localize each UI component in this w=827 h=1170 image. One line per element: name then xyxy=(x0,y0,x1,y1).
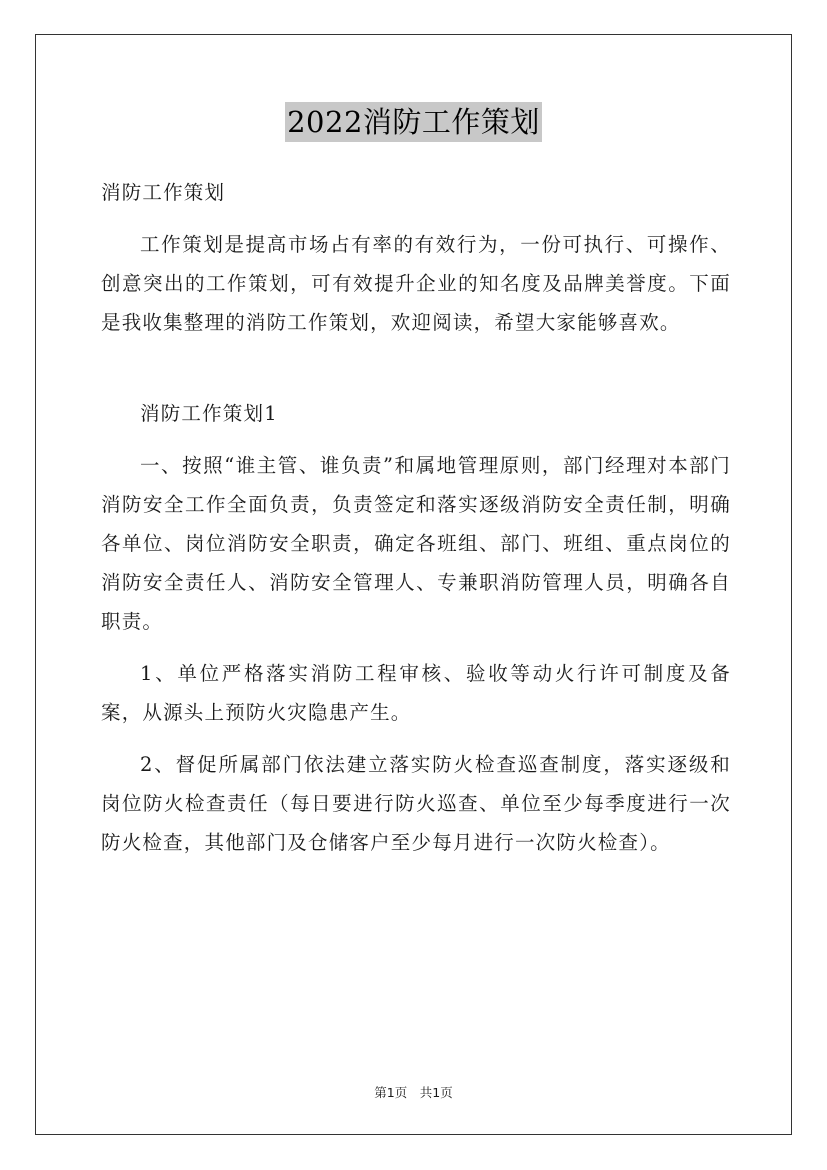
body-paragraph-1: 一、按照“谁主管、谁负责”和属地管理原则，部门经理对本部门消防安全工作全面负责，负责签定和落实逐级消防安全责任制，明确各单位、岗位消防安全职责，确定各班组、部门、班组、重点岗位的消防安全责任人、消防安全管理人、专兼职消防管理人员，明确各自职责。 xyxy=(101,454,731,633)
section-heading: 消防工作策划1 xyxy=(140,402,278,425)
body-paragraph-3: 2、督促所属部门依法建立落实防火检查巡查制度，落实逐级和岗位防火检查责任（每日要进行防火巡查、单位至少每季度进行一次防火检查，其他部门及仓储客户至少每月进行一次防火检查）。 xyxy=(101,753,731,854)
document-title: 2022消防工作策划 xyxy=(285,102,542,142)
document-body xyxy=(101,173,731,862)
body-paragraph-2: 1、单位严格落实消防工程审核、验收等动火行许可制度及备案，从源头上预防火灾隐患产生。 xyxy=(101,662,731,724)
intro-paragraph: 工作策划是提高市场占有率的有效行为，一份可执行、可操作、创意突出的工作策划，可有效提升企业的知名度及品牌美誉度。下面是我收集整理的消防工作策划，欢迎阅读，希望大家能够喜欢。 xyxy=(101,233,731,334)
title-container xyxy=(0,102,827,142)
spacer xyxy=(101,641,731,654)
document-subtitle: 消防工作策划 xyxy=(101,181,226,204)
page-number-footer: 第1页 共1页 xyxy=(374,1085,453,1100)
spacer xyxy=(101,732,731,745)
spacer xyxy=(101,433,731,446)
spacer xyxy=(101,212,731,225)
spacer xyxy=(101,342,731,394)
